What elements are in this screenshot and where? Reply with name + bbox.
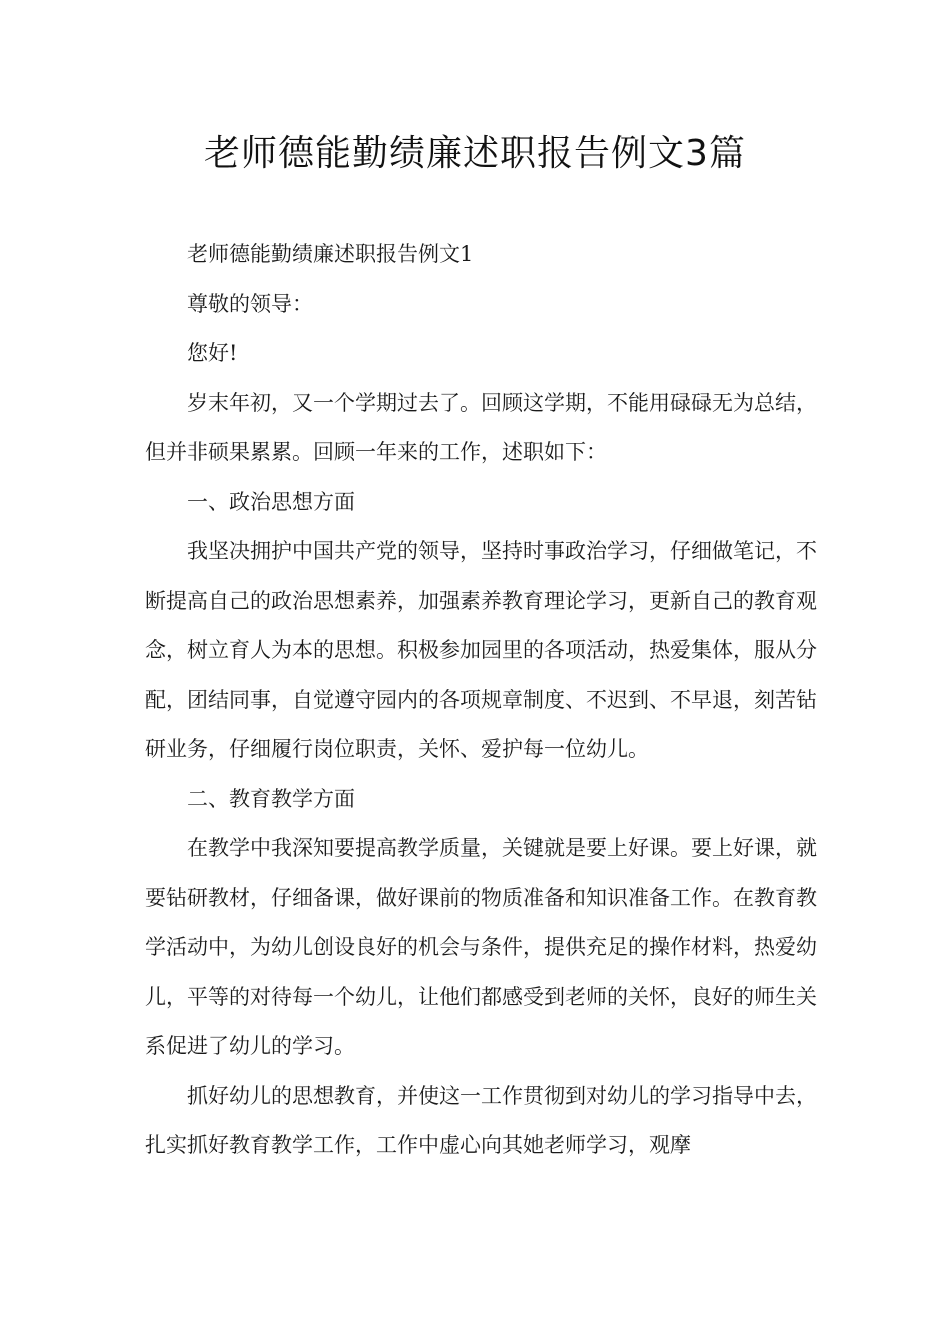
greeting: 您好! — [187, 341, 238, 365]
report-subtitle: 老师德能勤绩廉述职报告例文1 — [187, 242, 474, 266]
section-heading-political: 一、政治思想方面 — [187, 489, 355, 514]
document-title: 老师德能勤绩廉述职报告例文3篇 — [204, 133, 746, 174]
section-heading-teaching: 二、教育教学方面 — [187, 786, 355, 811]
intro-paragraph: 岁末年初，又一个学期过去了。回顾这学期，不能用碌碌无为总结，但并非硕果累累。回顾一年来的工作，述职如下： — [145, 390, 817, 464]
salutation: 尊敬的领导： — [187, 291, 313, 316]
education-paragraph: 抓好幼儿的思想教育，并使这一工作贯彻到对幼儿的学习指导中去，扎实抓好教育教学工作，工作中虚心向其她老师学习，观摩 — [145, 1083, 817, 1157]
teaching-paragraph: 在教学中我深知要提高教学质量，关键就是要上好课。要上好课，就要钻研教材，仔细备课，做好课前的物质准备和知识准备工作。在教育教学活动中，为幼儿创设良好的机会与条件，提供充足的操作材料，热爱幼儿，平等的对待每一个幼儿，让他们都感受到老师的关怀，良好的师生关系促进了幼儿的学习。 — [145, 836, 817, 1058]
document-body — [145, 230, 817, 1171]
political-paragraph: 我坚决拥护中国共产党的领导，坚持时事政治学习，仔细做笔记，不断提高自己的政治思想素养，加强素养教育理论学习，更新自己的教育观念，树立育人为本的思想。积极参加园里的各项活动，热爱集体，服从分配，团结同事，自觉遵守园内的各项规章制度、不迟到、不早退，刻苦钻研业务，仔细履行岗位职责，关怀、爱护每一位幼儿。 — [145, 539, 817, 761]
